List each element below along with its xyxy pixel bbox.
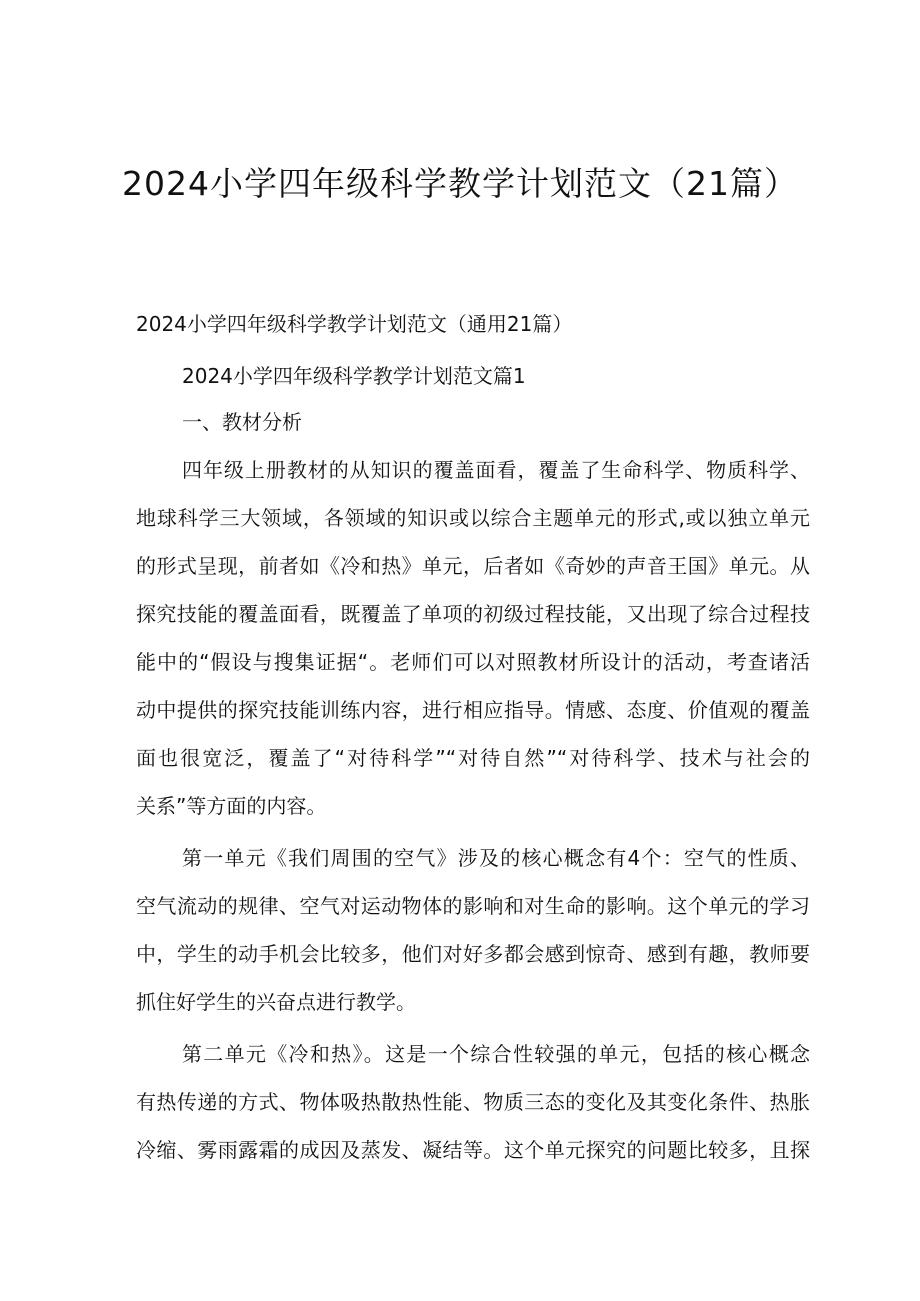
paragraph-line: 第二单元《冷和热》。这是一个综合性较强的单元，包括的核心概念 xyxy=(182,1042,810,1066)
paragraph-line: 空气流动的规律、空气对运动物体的影响和对生命的影响。这个单元的学习 xyxy=(136,894,810,918)
paragraph-line: 有热传递的方式、物体吸热散热性能、物质三态的变化及其变化条件、热胀 xyxy=(136,1090,810,1114)
paragraph-line: 四年级上册教材的从知识的覆盖面看，覆盖了生命科学、物质科学、 xyxy=(182,458,810,482)
paragraph-line: 动中提供的探究技能训练内容，进行相应指导。情感、态度、价值观的覆盖 xyxy=(136,698,810,722)
paragraph-line: 抓住好学生的兴奋点进行教学。 xyxy=(136,990,416,1014)
paragraph-line: 中，学生的动手机会比较多，他们对好多都会感到惊奇、感到有趣，教师要 xyxy=(136,942,810,966)
section-heading: 一、教材分析 xyxy=(182,410,302,434)
subtitle: 2024小学四年级科学教学计划范文（通用21篇） xyxy=(136,312,573,336)
paragraph-line: 探究技能的覆盖面看，既覆盖了单项的初级过程技能，又出现了综合过程技 xyxy=(136,602,810,626)
paragraph-line: 的形式呈现，前者如《冷和热》单元，后者如《奇妙的声音王国》单元。从 xyxy=(136,554,810,578)
article-heading: 2024小学四年级科学教学计划范文篇1 xyxy=(182,364,526,388)
paragraph-line: 能中的“假设与搜集证据“。老师们可以对照教材所设计的活动，考查诸活 xyxy=(136,650,810,674)
paragraph-line: 面也很宽泛，覆盖了“对待科学”“对待自然”“对待科学、技术与社会的 xyxy=(136,746,810,770)
paragraph-line: 地球科学三大领域，各领域的知识或以综合主题单元的形式,或以独立单元 xyxy=(136,506,810,530)
document-title: 2024小学四年级科学教学计划范文（21篇） xyxy=(122,164,798,203)
paragraph-line: 冷缩、雾雨露霜的成因及蒸发、凝结等。这个单元探究的问题比较多，且探 xyxy=(136,1138,810,1162)
paragraph-line: 第一单元《我们周围的空气》涉及的核心概念有4个：空气的性质、 xyxy=(182,846,810,870)
paragraph-line: 关系”等方面的内容。 xyxy=(136,794,327,818)
